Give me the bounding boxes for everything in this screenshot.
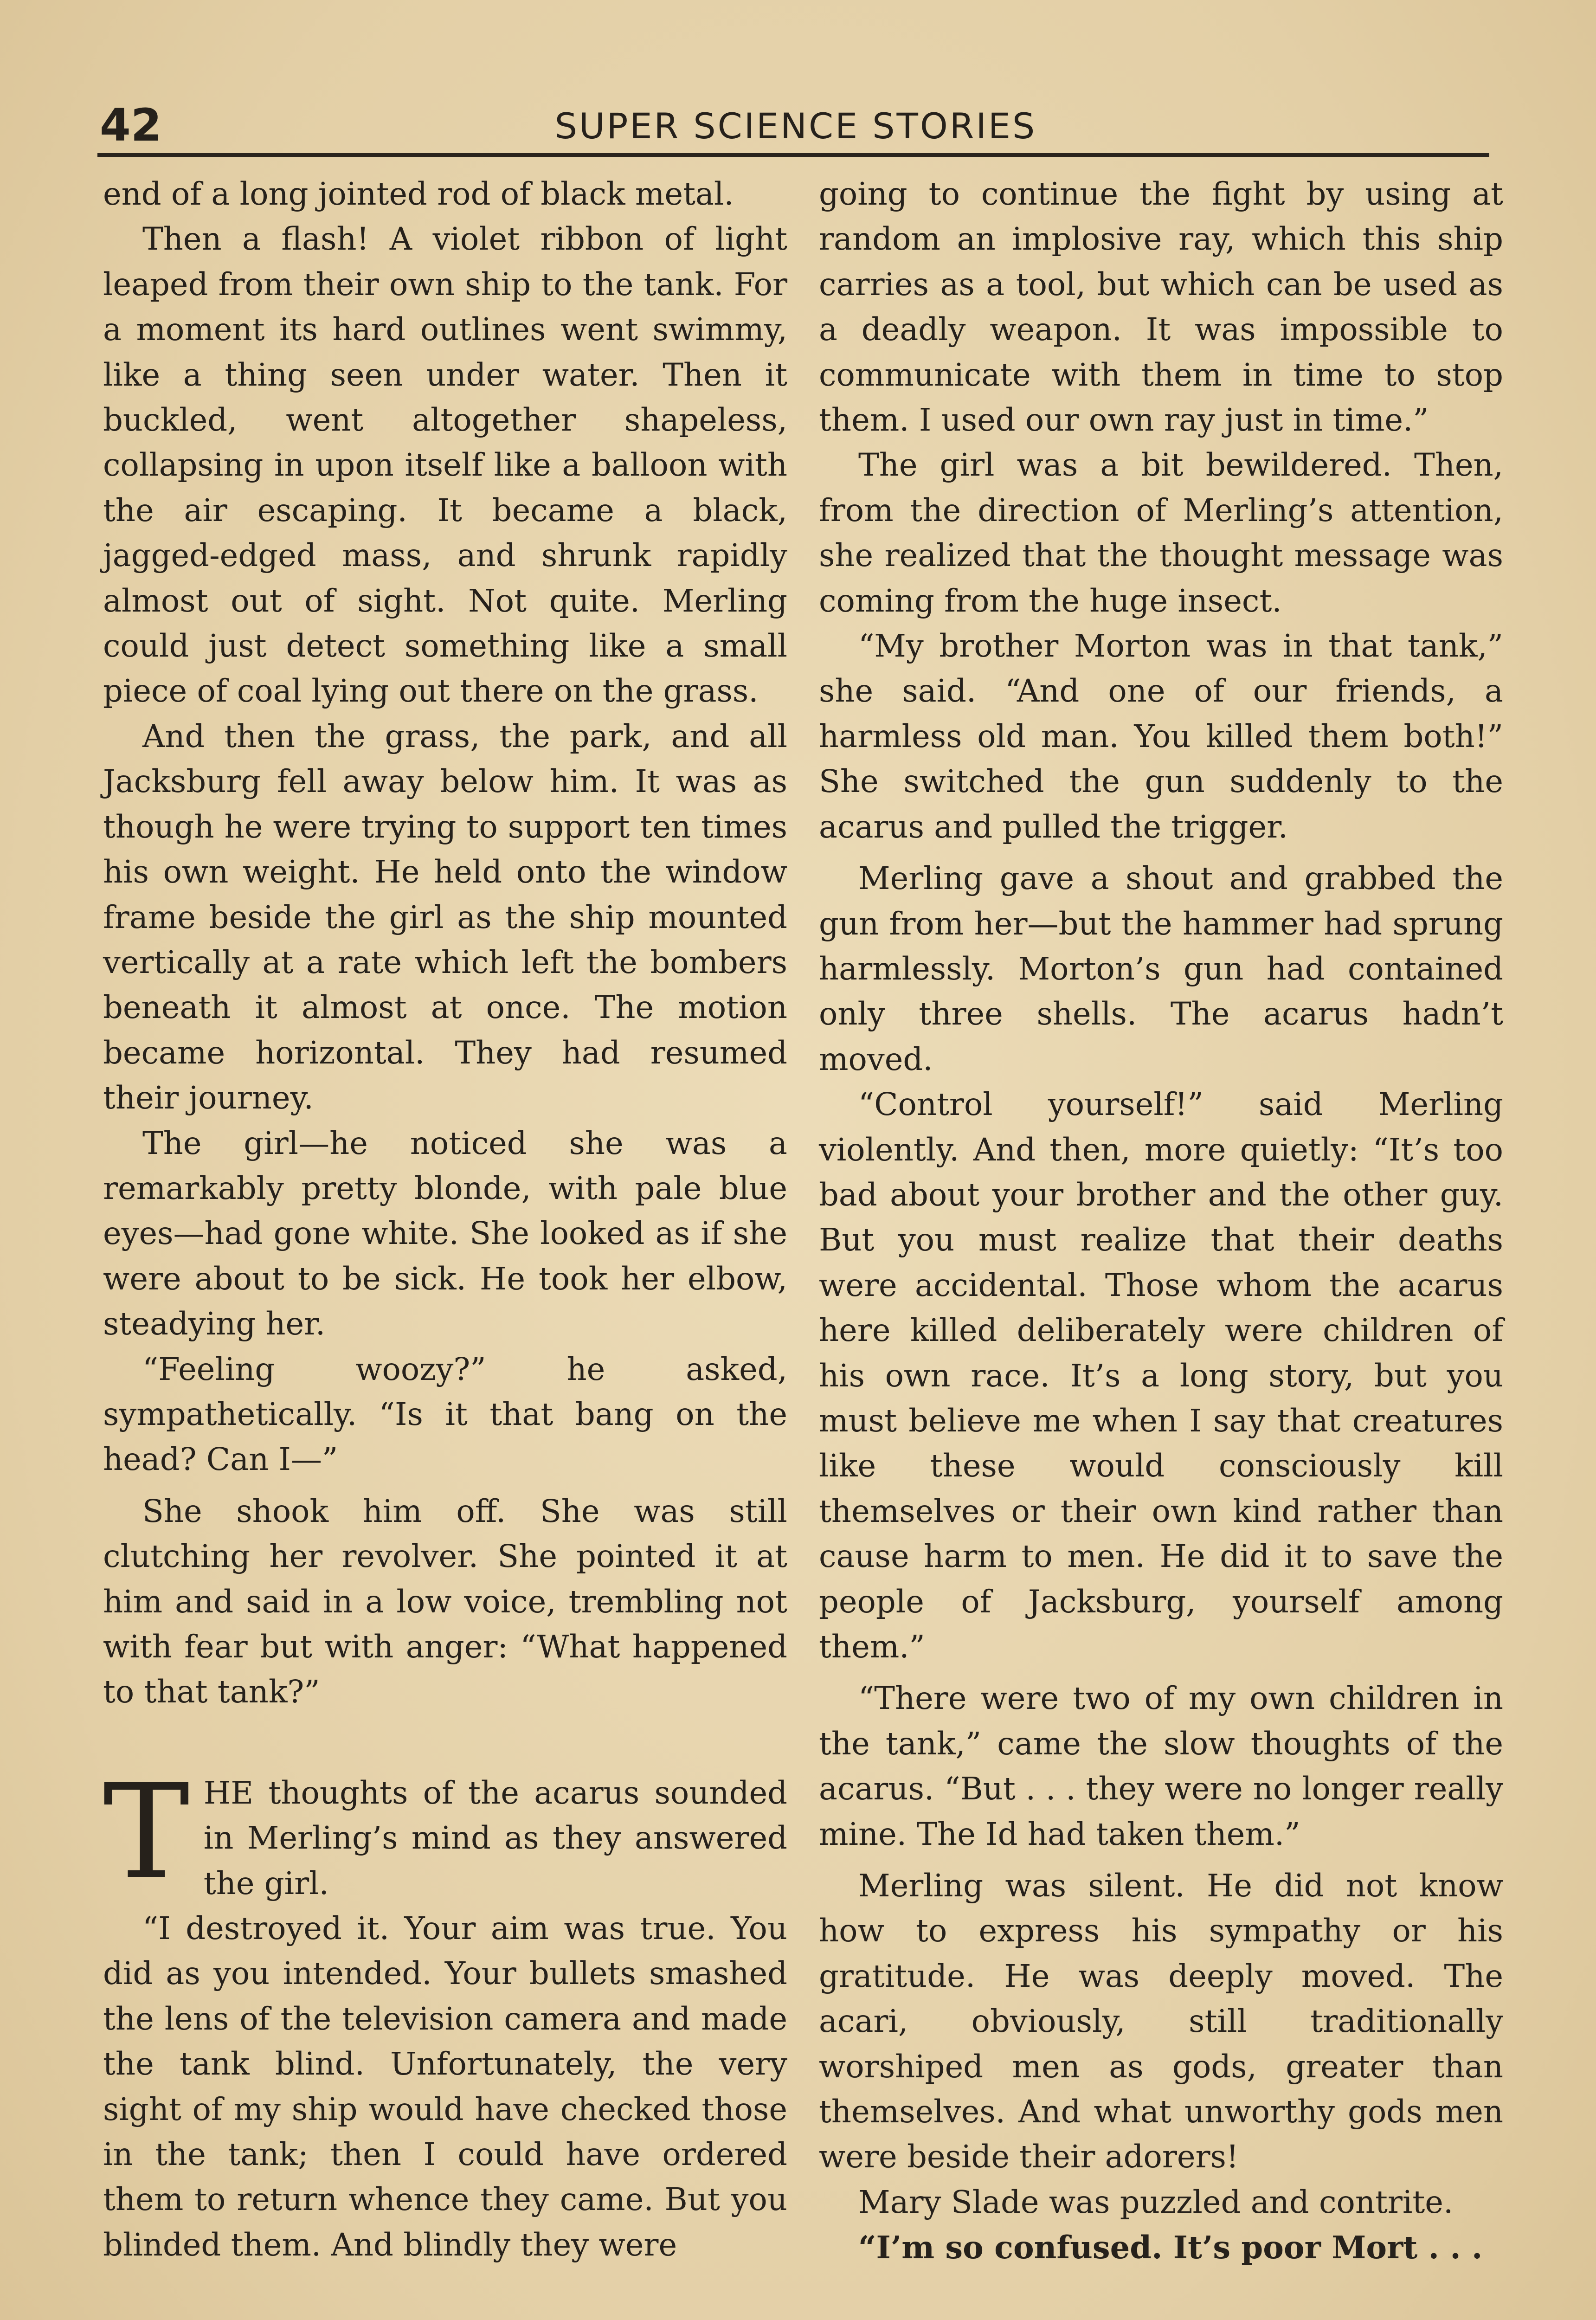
- paragraph: “Feeling woozy?” he asked, sympathetically. “Is it that bang on the head? Can I—”: [103, 1351, 787, 1478]
- paragraph: “Control yourself!” said Merling violently. And then, more quietly: “It’s too bad about your brother and the other guy. But you must realize that their deaths were accidental. Those whom the acarus here killed deliberately were children of his own race. It’s a long story, but you must believe me when I say that creatures like these would consciously kill themselves or their own kind rather than cause harm to men. He did it to save the people of Jacksburg, yourself among them.”: [819, 1086, 1503, 1665]
- left-column: [103, 172, 787, 2268]
- paragraph: end of a long jointed rod of black metal.: [103, 176, 734, 212]
- paragraph: Then a flash! A violet ribbon of light leaped from their own ship to the tank. For a moment its hard outlines went swimmy, like a thing seen under water. Then it buckled, went altogether shapeless, collapsing in upon itself like a balloon with the air escaping. It became a black, jagged-edged mass, and shrunk rapidly almost out of sight. Not quite. Merling could just detect something like a small piece of coal lying out there on the grass.: [103, 221, 787, 709]
- paragraph: “I’m so confused. It’s poor Mort . . .: [858, 2229, 1483, 2266]
- paragraph: Mary Slade was puzzled and contrite.: [858, 2184, 1454, 2220]
- paragraph: And then the grass, the park, and all Jacksburg fell away below him. It was as though he were trying to support ten times his own weight. He held onto the window frame beside the girl as the ship mounted vertically at a rate which left the bombers beneath it almost at once. The motion became horizontal. They had resumed their journey.: [103, 718, 787, 1116]
- paragraph: The girl—he noticed she was a remarkably pretty blonde, with pale blue eyes—had gone white. She looked as if she were about to be sick. He took her elbow, steadying her.: [103, 1125, 787, 1342]
- paragraph: going to continue the fight by using at random an implosive ray, which this ship carries as a tool, but which can be used as a deadly weapon. It was impossible to communicate with them in time to stop them. I used our own ray just in time.”: [819, 176, 1503, 438]
- paragraph: “My brother Morton was in that tank,” she said. “And one of our friends, a harmless old man. You killed them both!” She switched the gun suddenly to the acarus and pulled the trigger.: [819, 628, 1503, 845]
- dropcap-text: HE thoughts of the acarus sounded in Merling’s mind as they answered the girl.: [203, 1774, 787, 1901]
- paragraph: Merling was silent. He did not know how to express his sympathy or his gratitude. He was deeply moved. The acari, obviously, still traditionally worshiped men as gods, greater than themselves. And what unworthy gods men were beside their adorers!: [819, 1868, 1503, 2175]
- paragraph: Merling gave a shout and grabbed the gun from her—but the hammer had sprung harmlessly. Morton’s gun had contained only three shells. The acarus hadn’t moved.: [819, 860, 1503, 1077]
- section-break: [103, 1715, 787, 1771]
- paragraph: She shook him off. She was still clutching her revolver. She pointed it at him and said in a low voice, trembling not with fear but with anger: “What happened to that tank?”: [103, 1493, 787, 1710]
- running-title: SUPER SCIENCE STORIES: [554, 105, 1037, 147]
- paragraph: “I destroyed it. Your aim was true. You did as you intended. Your bullets smashed the lens of the television camera and made the tank blind. Unfortunately, the very sight of my ship would have checked those in the tank; then I could have ordered them to return whence they came. But you blinded them. And blindly they were: [103, 1910, 787, 2263]
- page-header: [100, 95, 1492, 151]
- dropcap-paragraph: [103, 1756, 787, 1908]
- paragraph: “There were two of my own children in the tank,” came the slow thoughts of the acarus. “But . . . they were no longer really mine. The Id had taken them.”: [819, 1680, 1503, 1852]
- header-rule: [97, 153, 1489, 157]
- drop-cap: T: [103, 1756, 190, 1908]
- page-number: 42: [100, 99, 162, 151]
- right-column: [819, 172, 1503, 2270]
- paragraph: The girl was a bit bewildered. Then, from the direction of Merling’s attention, she realized that the thought message was coming from the huge insect.: [819, 447, 1503, 619]
